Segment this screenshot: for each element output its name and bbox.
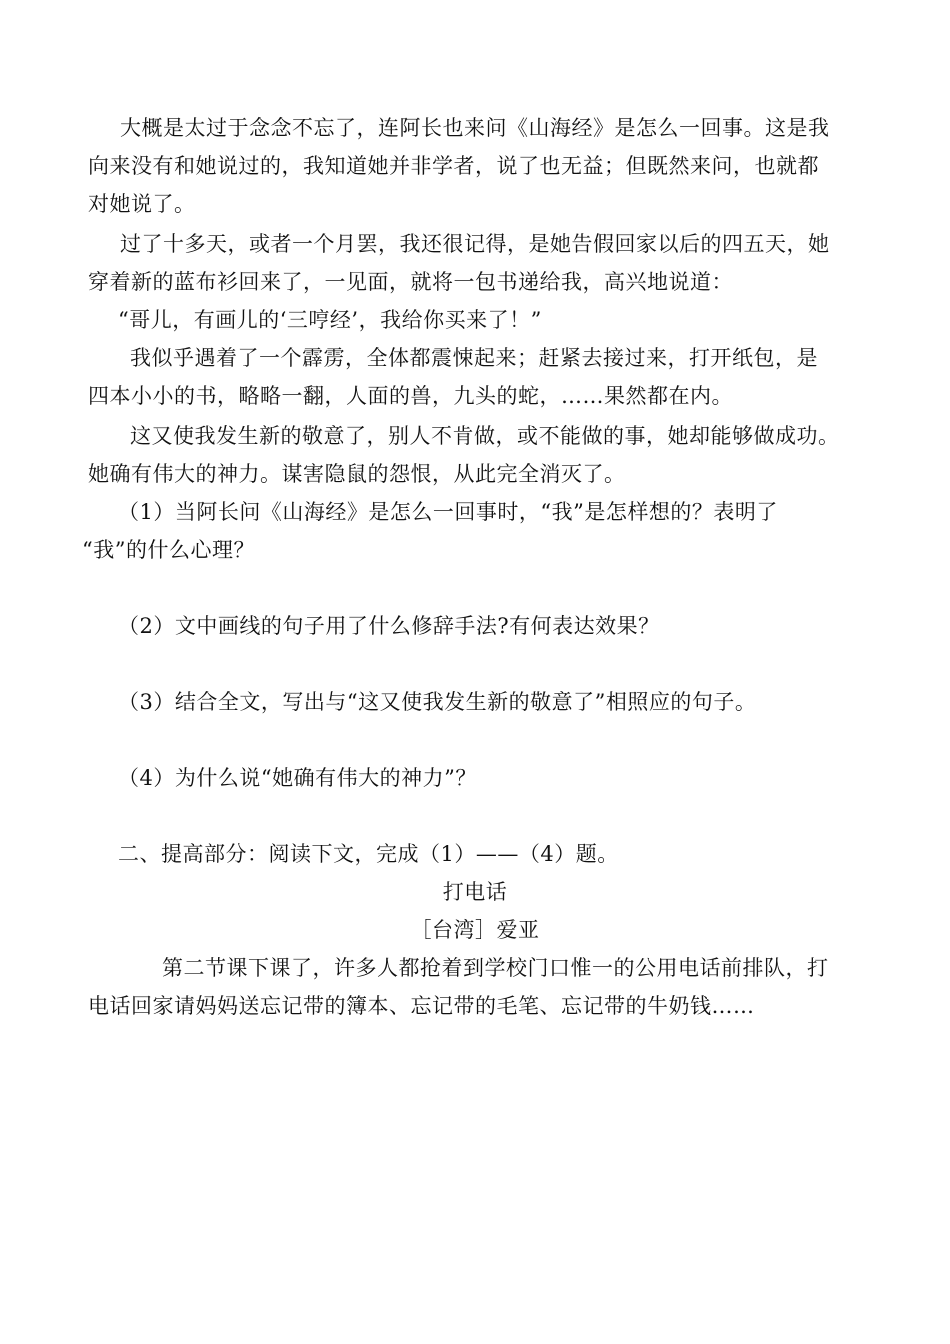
passage-line: 过了十多天，或者一个月罢，我还很记得，是她告假回家以后的四五天，她 xyxy=(120,232,830,256)
article-author: ［台湾］爱亚 xyxy=(410,918,540,942)
passage-line: 这又使我发生新的敬意了，别人不肯做，或不能做的事，她却能够做成功。 xyxy=(130,424,840,448)
passage-line: 她确有伟大的神力。谋害隐鼠的怨恨，从此完全消灭了。 xyxy=(88,462,626,486)
question-3: （3）结合全文，写出与“这又使我发生新的敬意了”相照应的句子。 xyxy=(118,690,757,714)
question-4: （4）为什么说“她确有伟大的神力”？ xyxy=(118,766,477,790)
passage-line: 我似乎遇着了一个霹雳，全体都震悚起来；赶紧去接过来，打开纸包，是 xyxy=(130,346,818,370)
passage-line: 四本小小的书，略略一翻，人面的兽，九头的蛇，……果然都在内。 xyxy=(88,384,733,408)
article-paragraph-line: 电话回家请妈妈送忘记带的簿本、忘记带的毛笔、忘记带的牛奶钱…… xyxy=(88,994,755,1018)
passage-line: 对她说了。 xyxy=(88,192,196,216)
passage-line: 穿着新的蓝布衫回来了，一见面，就将一包书递给我，高兴地说道： xyxy=(88,270,733,294)
passage-line: 大概是太过于念念不忘了，连阿长也来问《山海经》是怎么一回事。这是我 xyxy=(120,116,830,140)
passage-line: 向来没有和她说过的，我知道她并非学者，说了也无益；但既然来问，也就都 xyxy=(88,154,819,178)
section-heading: 二、提高部分：阅读下文，完成（1）——（4）题。 xyxy=(118,842,619,866)
question-1: （1）当阿长问《山海经》是怎么一回事时，“我”是怎样想的？表明了 xyxy=(118,500,778,524)
question-2: （2）文中画线的句子用了什么修辞手法?有何表达效果？ xyxy=(118,614,660,638)
passage-line: “哥儿，有画儿的‘三哼经’，我给你买来了！” xyxy=(118,308,542,332)
article-paragraph-line: 第二节课下课了，许多人都抢着到学校门口惟一的公用电话前排队，打 xyxy=(162,956,829,980)
article-title: 打电话 xyxy=(442,880,508,904)
question-1-cont: “我”的什么心理？ xyxy=(82,538,255,562)
